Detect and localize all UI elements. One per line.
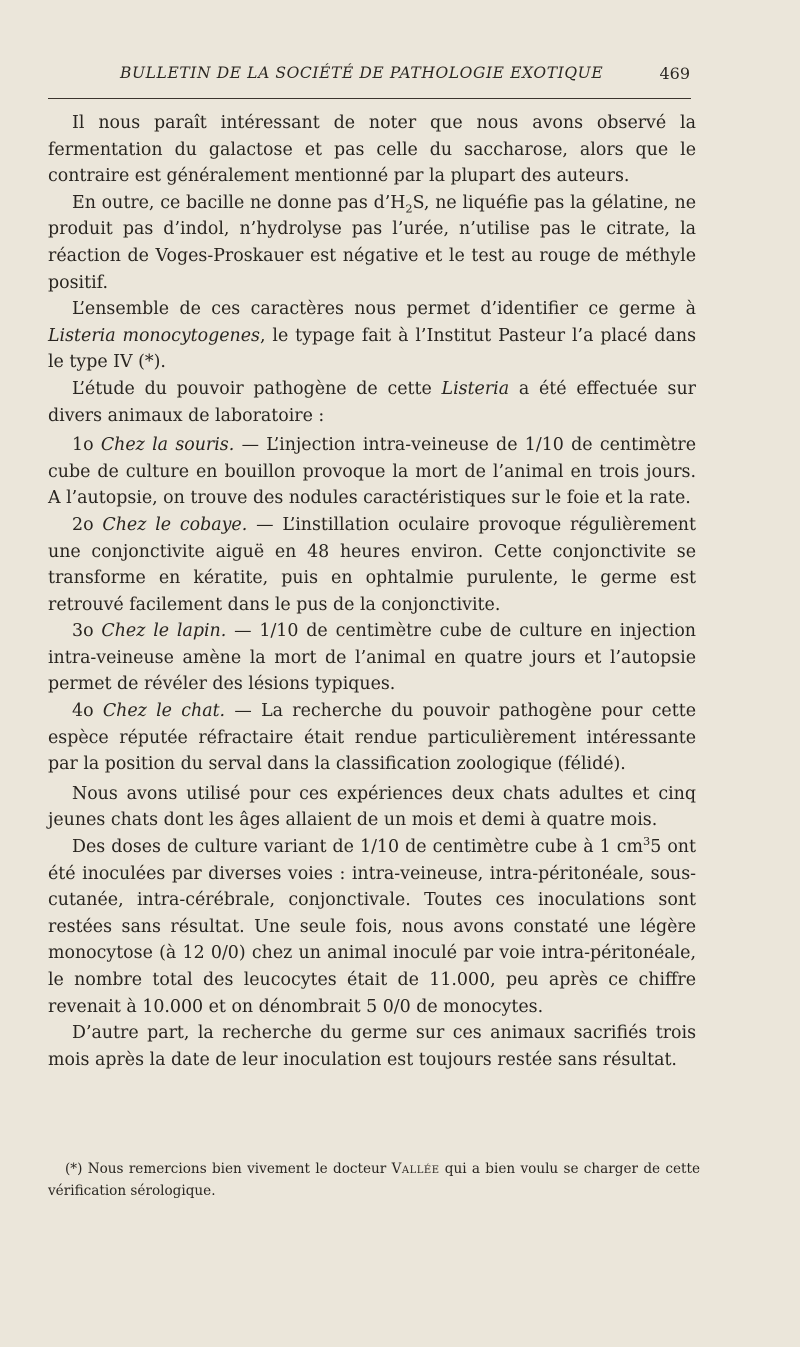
paragraph-2	[48, 190, 696, 296]
item-heading-rabbit: Chez le lapin.	[101, 621, 227, 642]
paragraph-10-text-a: Des doses de culture variant de 1/10 de centimètre cube à 1 cm	[72, 837, 644, 858]
item-number-1: 1o	[72, 435, 101, 456]
page-number: 469	[659, 64, 690, 83]
paragraph-1-text: Il nous paraît intéressant de noter que nous avons observé la fermentation du galactose et pas celle du saccharose, alors que le contraire est généralement mentionné par la plupart des auteurs.	[48, 113, 696, 187]
paragraph-9-text: Nous avons utilisé pour ces expériences deux chats adultes et cinq jeunes chats dont les âges allaient de un mois et demi à quatre mois.	[48, 783, 696, 831]
journal-title: BULLETIN DE LA SOCIÉTÉ DE PATHOLOGIE EXOTIQUE	[120, 64, 604, 82]
header-rule	[48, 98, 691, 99]
paragraph-3-text-a: L’ensemble de ces caractères nous permet d’identifier ce germe à	[72, 299, 696, 320]
item-number-2: 2o	[72, 514, 103, 535]
paragraph-cat	[48, 698, 696, 778]
genus-name: Listeria	[441, 378, 510, 399]
h2s-subscript: 2	[405, 202, 413, 216]
footnote-text	[48, 1158, 700, 1202]
item-heading-guinea-pig: Chez le cobaye.	[102, 514, 248, 535]
footnote-text-a: (*) Nous remercions bien vivement le docteur	[65, 1161, 392, 1177]
paragraph-mouse-text: — L’injection intra-veineuse de 1/10 de centimètre cube de culture en bouillon provoque la mort de l’animal en trois jours. A l’autopsie, on trouve des nodules caractéristiques sur le foie et la rate.	[48, 435, 697, 509]
paragraph-rabbit-text: — 1/10 de centimètre cube de culture en injection intra-veineuse amène la mort de l’animal en quatre jours et l’autopsie permet de révéler des lésions typiques.	[48, 621, 696, 695]
item-heading-cat: Chez le chat.	[102, 701, 226, 722]
paragraph-1	[48, 110, 696, 190]
article-body	[48, 110, 696, 1073]
paragraph-10-text-b: 5 ont été inoculées par diverses voies : intra-veineuse, intra-péritonéale, sous-cutanée, intra-cérébrale, conjonctivale. Toutes ces inoculations sont restées sans résultat. Une seule fois, nous avons constaté une légère monocytose (à 12 0/0) chez un animal inoculé par voie intra-péritonéale, le nombre total des leucocytes était de 11.000, peu après ce chiffre revenait à 10.000 et on dénombrait 5 0/0 de monocytes.	[48, 837, 696, 1017]
paragraph-3	[48, 296, 696, 376]
paragraph-guinea-pig-text: — L’instillation oculaire provoque régulièrement une conjonctivite aiguë en 48 heures environ. Cette conjonctivite se transforme en kératite, puis en ophtalmie purulente, le germe est retrouvé facilement dans le pus de la conjonctivite.	[48, 514, 696, 615]
paragraph-4	[48, 376, 696, 429]
paragraph-2-text-a: En outre, ce bacille ne donne pas d’H	[72, 192, 406, 213]
paragraph-2-text-b: S, ne liquéfie pas la gélatine, ne produit pas d’indol, n’hydrolyse pas l’urée, n’utilise pas le citrate, la réaction de Voges-Proskauer est négative et le test au rouge de méthyle positif.	[48, 192, 696, 293]
paragraph-4-text-b: a été effectuée sur divers animaux de laboratoire :	[48, 378, 696, 426]
paragraph-guinea-pig	[48, 512, 696, 618]
paragraph-9	[48, 781, 696, 834]
footnote-person-name: Vallée	[391, 1161, 440, 1177]
paragraph-cat-text: — La recherche du pouvoir pathogène pour cette espèce réputée réfractaire était rendue particulièrement intéressante par la position du serval dans la classification zoologique (félidé).	[48, 701, 696, 775]
running-header	[48, 62, 700, 92]
paragraph-11-text: D’autre part, la recherche du germe sur ces animaux sacrifiés trois mois après la date de leur inoculation est toujours restée sans résultat.	[48, 1023, 696, 1070]
paragraph-rabbit	[48, 618, 696, 698]
paragraph-3-text-b: , le typage fait à l’Institut Pasteur l’a placé dans le type IV (*).	[48, 325, 696, 373]
footnote	[48, 1158, 700, 1202]
paragraph-10	[48, 834, 696, 1020]
footnote-text-b: qui a bien voulu se charger de cette vérification sérologique.	[48, 1161, 700, 1199]
cubic-superscript: 3	[643, 835, 651, 849]
species-name: Listeria monocytogenes	[48, 325, 260, 346]
paragraph-11	[48, 1020, 696, 1073]
paragraph-4-text-a: L’étude du pouvoir pathogène de cette	[72, 378, 442, 399]
item-number-4: 4o	[72, 701, 103, 722]
item-heading-mouse: Chez la souris.	[100, 435, 235, 456]
item-number-3: 3o	[72, 621, 102, 642]
paragraph-mouse	[48, 432, 696, 512]
